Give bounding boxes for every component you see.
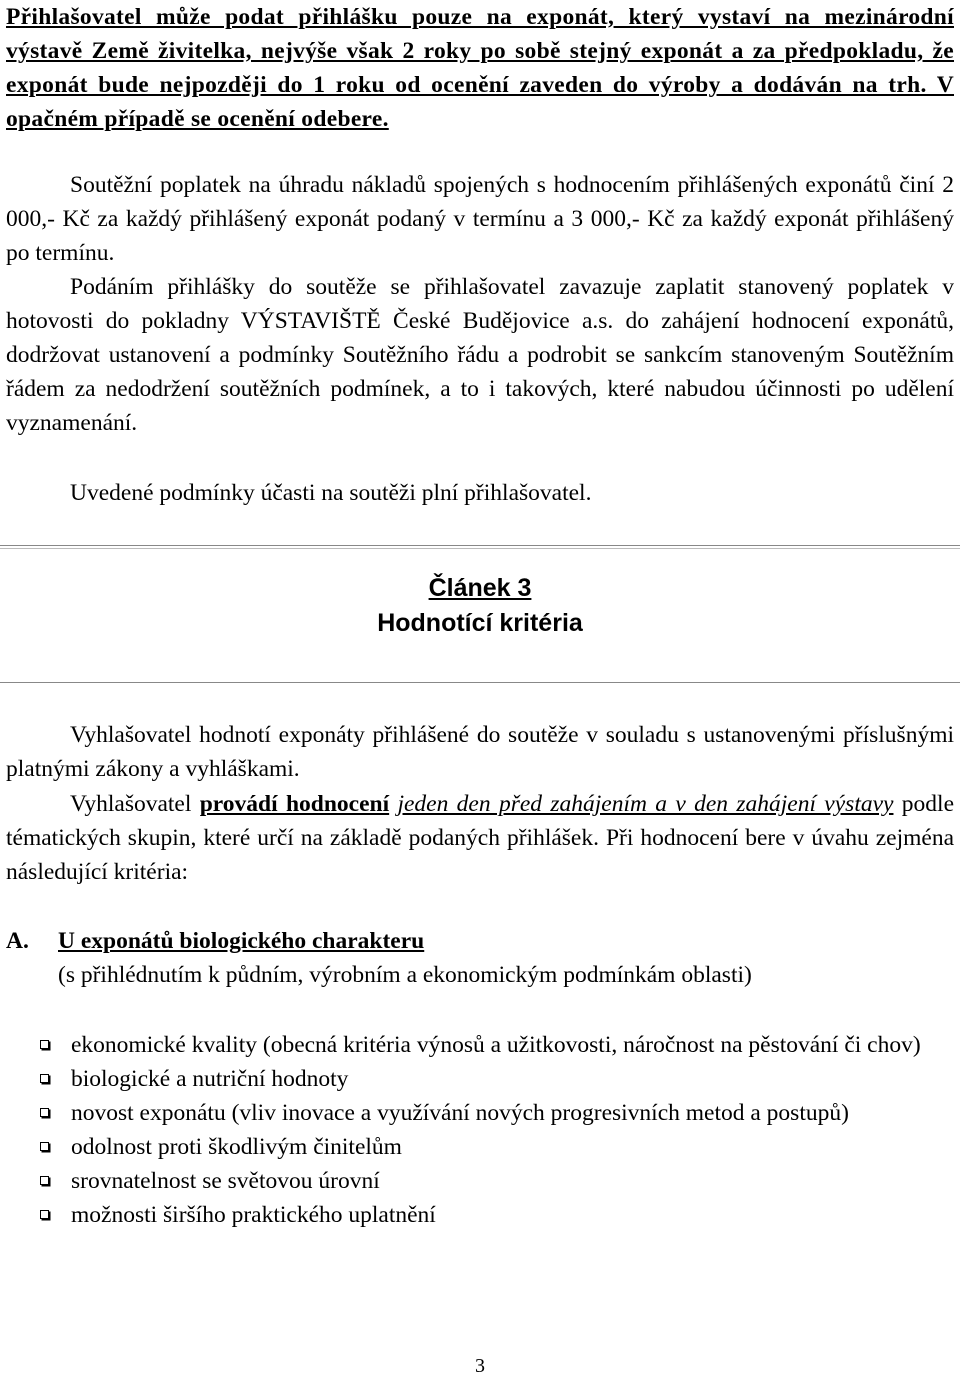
- list-item: [6, 1028, 954, 1062]
- article-title: Hodnotící kritéria: [377, 609, 583, 637]
- evaluation-paragraph-2: [6, 787, 954, 889]
- section-a-heading: [6, 924, 954, 958]
- commitment-paragraph: Podáním přihlášky do soutěže se přihlašovatel zavazuje zaplatit stanovený poplatek v hotovosti do pokladny VÝSTAVIŠTĚ České Budějovice a.s. do zahájení hodnocení exponátů, dodržovat ustanovení a podmínky Soutěžního řádu a podrobit se sankcím stanoveným Soutěžním řádem za nedodržení soutěžních podmínek, a to i takových, které nabudou účinnosti po udělení vyznamenání.: [6, 274, 954, 436]
- evaluation-paragraph-2-start: Vyhlašovatel: [70, 791, 200, 817]
- criteria-text: ekonomické kvality (obecná kritéria výnosů a užitkovosti, náročnost na pěstování či chov): [71, 1032, 921, 1058]
- evaluation-paragraph-2-end: podle tématických skupin, které určí na základě podaných přihlášek. Při hodnocení bere v úvahu zejména následující kritéria:: [6, 791, 955, 885]
- article-number: Článek 3: [428, 574, 532, 602]
- criteria-text: možnosti širšího praktického uplatnění: [71, 1202, 436, 1228]
- evaluation-paragraph-1: Vyhlašovatel hodnotí exponáty přihlášené do soutěže v souladu s ustanovenými příslušnými platnými zákony a vyhláškami.: [6, 722, 954, 782]
- list-item: [6, 1096, 954, 1130]
- conditions-paragraph: Uvedené podmínky účasti na soutěži plní přihlašovatel.: [70, 480, 592, 506]
- criteria-text: odolnost proti škodlivým činitelům: [71, 1134, 402, 1160]
- section-divider-bottom: [0, 682, 960, 683]
- participation-rule-paragraph: Přihlašovatel může podat přihlášku pouze na exponát, který vystaví na mezinárodní výstavě Země živitelka, nejvýše však 2 roky po sobě stejný exponát a za předpokladu, že exponát bude nejpozději do 1 roku od ocenění zaveden do výroby a dodáván na trh. V opačném případě se ocenění odebere.: [6, 4, 954, 132]
- checkbox-bullet-icon: [40, 1074, 49, 1083]
- section-a: [6, 924, 954, 992]
- checkbox-bullet-icon: [40, 1210, 49, 1219]
- page-number: 3: [475, 1355, 485, 1377]
- criteria-text: novost exponátu (vliv inovace a využívání nových progresivních metod a postupů): [71, 1100, 849, 1126]
- criteria-text: biologické a nutriční hodnoty: [71, 1066, 349, 1092]
- evaluation-emphasis-bold: provádí hodnocení: [199, 791, 390, 817]
- checkbox-bullet-icon: [40, 1142, 49, 1151]
- checkbox-bullet-icon: [40, 1176, 49, 1185]
- section-a-subtitle: (s přihlédnutím k půdním, výrobním a ekonomickým podmínkám oblasti): [58, 962, 752, 988]
- section-divider-top: [0, 545, 960, 549]
- criteria-text: srovnatelnost se světovou úrovní: [71, 1168, 380, 1194]
- section-a-letter: A.: [6, 928, 29, 954]
- section-a-title: U exponátů biologického charakteru: [58, 928, 425, 954]
- criteria-list: [6, 1028, 954, 1232]
- checkbox-bullet-icon: [40, 1108, 49, 1117]
- list-item: [6, 1062, 954, 1096]
- list-item: [6, 1164, 954, 1198]
- list-item: [6, 1198, 954, 1232]
- fee-paragraph: Soutěžní poplatek na úhradu nákladů spojených s hodnocením přihlášených exponátů činí 2 000,- Kč za každý přihlášený exponát podaný v termínu a 3 000,- Kč za každý exponát přihlášený po termínu.: [6, 172, 954, 266]
- checkbox-bullet-icon: [40, 1040, 49, 1049]
- list-item: [6, 1130, 954, 1164]
- evaluation-emphasis-italic: jeden den před zahájením a v den zahájení výstavy: [397, 791, 894, 817]
